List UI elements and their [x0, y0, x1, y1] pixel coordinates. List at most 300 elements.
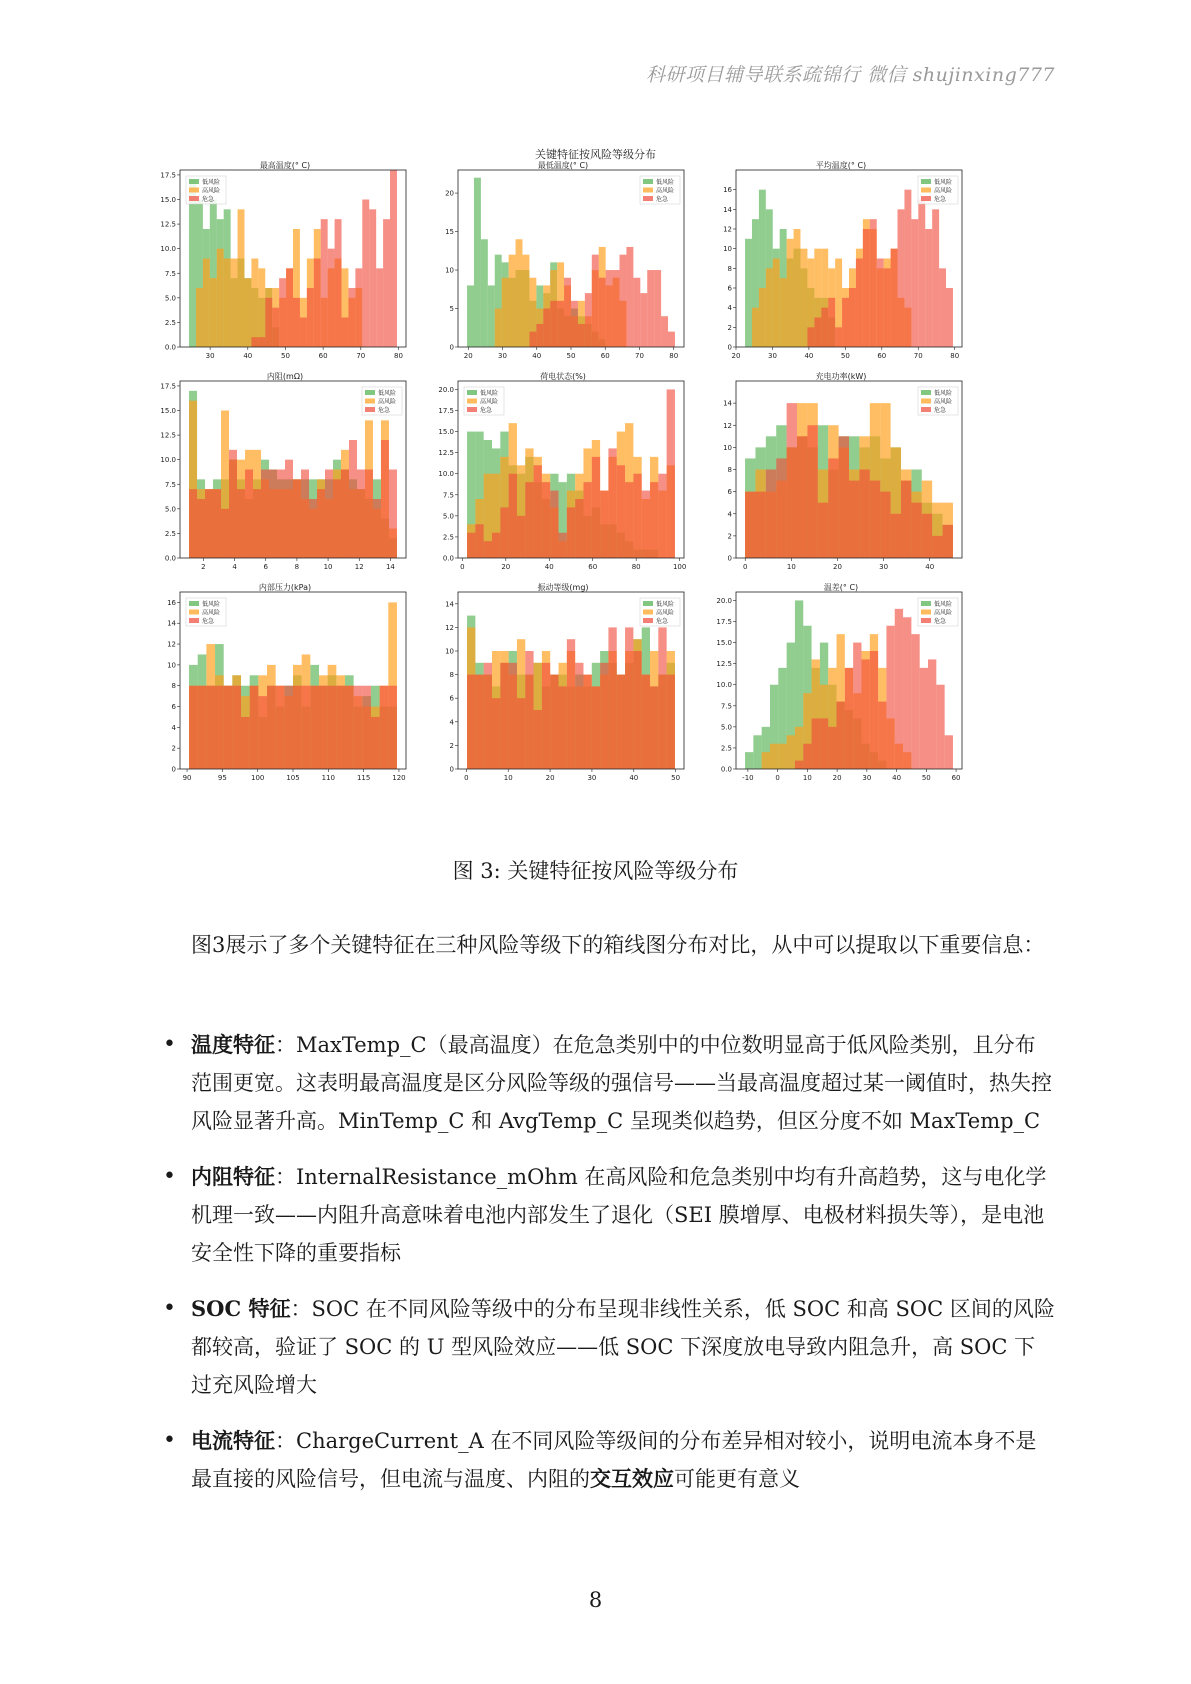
histogram-bar	[244, 278, 251, 347]
histogram-bar	[335, 219, 342, 347]
histogram-bar	[369, 209, 376, 347]
histogram-grid	[160, 160, 1040, 820]
x-tick-label: 50	[671, 774, 681, 782]
histogram-bar	[354, 686, 363, 769]
histogram-bar	[828, 458, 838, 558]
histogram-panel	[716, 161, 966, 360]
histogram-bar	[328, 249, 335, 347]
histogram-bar	[210, 278, 217, 347]
histogram-panel	[716, 372, 966, 571]
y-tick-label: 5	[449, 305, 454, 314]
x-tick-label: 90	[182, 774, 192, 782]
histogram-bar	[517, 516, 525, 558]
histogram-bar	[381, 440, 389, 558]
legend-label: 危急	[202, 196, 215, 203]
histogram-bar	[821, 308, 828, 347]
histogram-bar	[349, 440, 357, 558]
y-tick-label: 4	[727, 510, 732, 519]
x-tick-label: 120	[392, 774, 406, 782]
histogram-bar	[534, 465, 542, 558]
x-tick-label: 2	[201, 563, 206, 571]
x-tick-label: 105	[286, 774, 300, 782]
histogram-bar	[550, 675, 558, 769]
x-tick-label: 0	[742, 563, 748, 571]
histogram-bar	[870, 651, 878, 769]
histogram-bar	[861, 659, 869, 769]
histogram-bar	[362, 686, 371, 769]
histogram-bar	[647, 270, 654, 347]
y-tick-label: 12	[445, 623, 454, 632]
y-tick-label: 17.5	[160, 382, 176, 391]
histogram-bar	[807, 425, 817, 558]
histogram-bar	[845, 668, 853, 769]
histogram-panel	[160, 161, 410, 360]
legend	[640, 598, 680, 626]
histogram-bar	[475, 675, 483, 769]
legend	[918, 598, 958, 626]
y-tick-label: 0	[449, 343, 454, 352]
histogram-bar	[575, 663, 583, 769]
histogram-bar	[525, 482, 533, 558]
histogram-bar	[818, 503, 828, 558]
x-tick-label: 20	[501, 563, 511, 571]
histogram-bar	[333, 479, 341, 558]
histogram-bar	[293, 686, 302, 769]
histogram-bar	[253, 489, 261, 558]
histogram-bar	[820, 718, 828, 769]
y-tick-label: 2	[171, 744, 176, 753]
histogram-bar	[863, 229, 870, 347]
y-tick-label: 4	[171, 723, 176, 732]
histogram-bar	[543, 309, 550, 347]
x-tick-label: 40	[243, 352, 253, 360]
histogram-bar	[884, 268, 891, 347]
histogram-bar	[302, 686, 311, 769]
y-tick-label: 0	[449, 765, 454, 774]
panel-title: 内阻(mΩ)	[266, 372, 304, 381]
legend-swatch	[365, 390, 375, 395]
intro-paragraph: 图3展示了多个关键特征在三种风险等级下的箱线图分布对比，从中可以提取以下重要信息：	[191, 933, 1045, 957]
histogram-bar	[592, 457, 600, 558]
legend-label: 低风险	[378, 390, 397, 397]
histogram-bar	[258, 696, 267, 769]
histogram-bar	[839, 436, 849, 558]
histogram-chart	[160, 381, 410, 580]
y-tick-label: 0	[727, 343, 732, 352]
histogram-bar	[217, 249, 224, 347]
histogram-bar	[608, 448, 616, 558]
y-tick-label: 7.5	[164, 269, 176, 278]
histogram-bar	[484, 541, 492, 558]
y-tick-label: 14	[167, 619, 176, 628]
legend-swatch	[921, 407, 931, 412]
histogram-bar	[272, 308, 279, 347]
x-tick-label: 110	[321, 774, 335, 782]
legend-label: 高风险	[656, 609, 675, 617]
x-tick-label: 10	[323, 563, 333, 571]
legend-label: 低风险	[202, 601, 221, 608]
y-tick-label: 17.5	[438, 407, 454, 415]
y-tick-label: 15.0	[438, 428, 454, 437]
histogram-bar	[534, 710, 542, 769]
histogram-bar	[943, 525, 953, 558]
legend-label: 高风险	[934, 609, 953, 617]
legend-label: 低风险	[934, 179, 953, 186]
histogram-bar	[389, 470, 397, 559]
histogram-bar	[495, 309, 502, 347]
histogram-bar	[564, 278, 571, 347]
histogram-bar	[578, 324, 585, 347]
histogram-bar	[640, 293, 647, 347]
histogram-bar	[224, 259, 231, 348]
x-tick-label: 50	[281, 352, 290, 360]
y-tick-label: 16	[723, 186, 732, 195]
histogram-bar	[936, 685, 944, 769]
histogram-bar	[342, 318, 349, 348]
y-tick-label: 14	[445, 600, 454, 609]
histogram-bar	[755, 492, 765, 558]
bullet-emphasis: 交互效应	[590, 1466, 674, 1491]
y-tick-label: 10	[723, 443, 732, 452]
list-item	[143, 1158, 1055, 1272]
histogram-bar	[229, 450, 237, 558]
legend-label: 高风险	[378, 398, 397, 406]
y-tick-label: 15	[445, 228, 454, 237]
legend-label: 低风险	[934, 390, 953, 397]
legend	[186, 598, 226, 626]
y-tick-label: 17.5	[160, 171, 176, 180]
x-tick-label: 50	[921, 774, 931, 782]
y-tick-label: 2.5	[164, 318, 176, 327]
histogram-bar	[753, 735, 761, 769]
y-tick-label: 10	[167, 661, 176, 670]
histogram-chart	[716, 170, 966, 369]
panel-title: 温差(° C)	[823, 583, 859, 592]
y-tick-label: 15.0	[160, 196, 176, 204]
legend-swatch	[365, 399, 375, 404]
histogram-bar	[314, 259, 321, 348]
histogram-bar	[617, 675, 625, 769]
x-tick-label: -10	[742, 774, 754, 782]
page-number: 8	[588, 1588, 603, 1612]
x-tick-label: 0	[775, 774, 780, 782]
histogram-bar	[939, 268, 946, 347]
histogram-bar	[213, 489, 221, 558]
legend-label: 低风险	[202, 179, 221, 186]
y-tick-label: 7.5	[164, 480, 176, 489]
histogram-bar	[284, 686, 293, 769]
histogram-bar	[592, 255, 599, 347]
histogram-bar	[189, 180, 196, 347]
panel-title: 内部压力(kPa)	[258, 583, 312, 592]
y-tick-label: 17.5	[716, 618, 732, 626]
legend-label: 高风险	[934, 187, 953, 195]
x-tick-label: 30	[205, 352, 215, 360]
histogram-bar	[215, 686, 224, 769]
list-item	[143, 1290, 1055, 1404]
legend-label: 高风险	[202, 187, 221, 195]
legend-swatch	[643, 601, 653, 606]
bullet-text: ：InternalResistance_mOhm 在高风险和危急类别中均有升高趋势，这与电化学机理一致——内阻升高意味着电池内部发生了退化（SEI 膜增厚、电极材料损失等），是电池安全性下降的重要指标	[191, 1165, 1047, 1265]
list-item	[143, 1026, 1055, 1140]
y-tick-label: 4	[727, 304, 732, 313]
histogram-bar	[285, 460, 293, 558]
histogram-bar	[797, 436, 807, 558]
histogram-bar	[849, 481, 859, 558]
legend-label: 低风险	[934, 601, 953, 608]
histogram-panel	[438, 161, 688, 360]
histogram-bar	[559, 686, 567, 769]
bullet-heading: 电流特征	[191, 1428, 275, 1453]
histogram-bar	[475, 524, 483, 558]
histogram-bar	[600, 491, 608, 558]
histogram-bar	[542, 663, 550, 769]
panel-title: 平均温度(° C)	[815, 161, 867, 170]
y-tick-label: 12	[723, 225, 732, 234]
histogram-bar	[878, 702, 886, 769]
histogram-bar	[231, 259, 238, 348]
histogram-bar	[642, 675, 650, 769]
y-tick-label: 15.0	[716, 639, 732, 648]
histogram-chart	[438, 381, 688, 580]
bullet-heading: SOC 特征	[191, 1296, 291, 1321]
bullet-text: ：ChargeCurrent_A 在不同风险等级间的分布差异相对较小，说明电流本身不是最直接的风险信号，但电流与温度、内阻的	[191, 1429, 1037, 1491]
histogram-bar	[932, 536, 942, 558]
histogram-bar	[787, 239, 794, 347]
histogram-bar	[600, 663, 608, 769]
y-tick-label: 20.0	[716, 596, 732, 605]
histogram-bar	[800, 249, 807, 347]
histogram-bar	[258, 268, 265, 347]
histogram-bar	[365, 470, 373, 559]
histogram-bar	[241, 717, 250, 769]
histogram-bar	[203, 259, 210, 348]
y-tick-label: 2	[727, 323, 732, 332]
y-tick-label: 5.0	[720, 723, 732, 732]
histogram-bar	[787, 403, 797, 558]
legend-label: 危急	[378, 407, 391, 414]
y-tick-label: 6	[727, 284, 732, 293]
y-tick-label: 12	[723, 421, 732, 430]
histogram-bar	[383, 219, 390, 347]
panel-title: 充电功率(kW)	[815, 372, 867, 381]
histogram-bar	[293, 479, 301, 558]
histogram-bar	[189, 686, 198, 769]
histogram-chart	[160, 592, 410, 791]
histogram-bar	[319, 686, 328, 769]
histogram-panel	[160, 583, 410, 782]
y-tick-label: 0	[171, 765, 176, 774]
histogram-bar	[362, 200, 369, 348]
legend-swatch	[643, 618, 653, 623]
histogram-bar	[509, 255, 516, 347]
histogram-bar	[269, 470, 277, 559]
histogram-bar	[592, 686, 600, 769]
x-tick-label: 14	[385, 563, 395, 571]
x-tick-label: 100	[672, 563, 687, 571]
histogram-bar	[345, 686, 354, 769]
histogram-bar	[224, 686, 233, 769]
x-tick-label: 20	[833, 563, 842, 571]
histogram-bar	[481, 239, 488, 347]
y-tick-label: 0.0	[164, 343, 176, 352]
histogram-bar	[336, 686, 345, 769]
histogram-bar	[571, 301, 578, 347]
x-tick-label: 10	[786, 563, 796, 571]
histogram-panel	[716, 583, 966, 782]
histogram-bar	[251, 337, 258, 347]
histogram-bar	[745, 239, 752, 347]
histogram-bar	[502, 278, 509, 347]
histogram-bar	[812, 718, 820, 769]
y-tick-label: 0.0	[442, 554, 454, 563]
x-tick-label: 10	[503, 774, 513, 782]
histogram-bar	[886, 626, 894, 769]
histogram-bar	[911, 219, 918, 347]
histogram-bar	[474, 178, 481, 347]
histogram-bar	[492, 533, 500, 558]
histogram-bar	[583, 482, 591, 558]
legend-label: 危急	[480, 407, 493, 414]
legend-swatch	[189, 188, 199, 193]
legend-swatch	[921, 196, 931, 201]
y-tick-label: 2.5	[164, 529, 176, 538]
legend-label: 低风险	[480, 390, 499, 397]
x-tick-label: 20	[463, 352, 473, 360]
page-header: 科研项目辅导联系疏锦行 微信 shujinxing777	[646, 64, 1055, 86]
histogram-bar	[877, 259, 884, 348]
histogram-bar	[277, 470, 285, 559]
histogram-chart	[438, 592, 688, 791]
histogram-bar	[780, 278, 787, 347]
histogram-bar	[529, 332, 536, 347]
histogram-bar	[251, 259, 258, 348]
y-tick-label: 16	[167, 598, 176, 607]
histogram-bar	[516, 239, 523, 347]
y-tick-label: 20	[445, 189, 454, 198]
histogram-bar	[766, 268, 773, 347]
histogram-bar	[650, 686, 658, 769]
x-tick-label: 60	[877, 352, 887, 360]
histogram-chart	[716, 592, 966, 791]
histogram-bar	[536, 324, 543, 347]
x-tick-label: 70	[635, 352, 644, 360]
histogram-bar	[903, 617, 911, 769]
histogram-bar	[853, 643, 861, 769]
histogram-bar	[752, 308, 759, 347]
legend-swatch	[921, 399, 931, 404]
legend-label: 危急	[934, 196, 947, 203]
bullet-heading: 内阻特征	[191, 1164, 275, 1189]
histogram-bar	[557, 301, 564, 347]
histogram-bar	[880, 492, 890, 558]
findings-list	[143, 1026, 1055, 1516]
histogram-bar	[842, 298, 849, 347]
x-tick-label: 80	[669, 352, 679, 360]
legend	[918, 176, 958, 204]
histogram-bar	[307, 288, 314, 347]
histogram-bar	[261, 470, 269, 559]
y-tick-label: 12.5	[160, 431, 176, 440]
x-tick-label: 100	[251, 774, 265, 782]
histogram-bar	[642, 491, 650, 558]
legend-label: 危急	[656, 618, 669, 625]
legend-label: 高风险	[656, 187, 675, 195]
x-tick-label: 12	[354, 563, 364, 571]
y-tick-label: 10	[445, 647, 454, 656]
histogram-bar	[932, 209, 939, 347]
histogram-bar	[293, 298, 300, 347]
histogram-bar	[620, 255, 627, 347]
x-tick-label: 80	[394, 352, 403, 360]
histogram-bar	[770, 744, 778, 769]
bullet-text: ：MaxTemp_C（最高温度）在危急类别中的中位数明显高于低风险类别，且分布范围更宽。这表明最高温度是区分风险等级的强信号——当最高温度超过某一阈值时，热失控风险显著升高。MinTemp_C 和 AvgTemp_C 呈现类似趋势，但区分度不如 MaxTemp_C	[191, 1033, 1052, 1133]
histogram-bar	[567, 639, 575, 769]
histogram-bar	[559, 533, 567, 558]
histogram-bar	[390, 170, 397, 347]
x-tick-label: 40	[892, 774, 902, 782]
panel-title: 振动等级(mg)	[537, 583, 589, 592]
histogram-bar	[608, 627, 616, 769]
legend-label: 高风险	[480, 398, 499, 406]
histogram-bar	[745, 752, 753, 769]
x-tick-label: 40	[532, 352, 542, 360]
histogram-bar	[583, 675, 591, 769]
legend-swatch	[921, 179, 931, 184]
y-tick-label: 8	[171, 682, 176, 691]
y-tick-label: 6	[449, 694, 454, 703]
histogram-bar	[803, 744, 811, 769]
histogram-bar	[766, 470, 776, 559]
histogram-bar	[668, 332, 675, 347]
x-tick-label: 30	[767, 352, 777, 360]
histogram-bar	[341, 470, 349, 559]
histogram-bar	[258, 337, 265, 347]
x-tick-label: 80	[631, 563, 641, 571]
histogram-bar	[856, 259, 863, 348]
histogram-bar	[617, 465, 625, 558]
legend-swatch	[921, 618, 931, 623]
y-tick-label: 14	[723, 205, 732, 214]
histogram-bar	[517, 698, 525, 769]
legend-label: 危急	[202, 618, 215, 625]
histogram-bar	[633, 474, 641, 558]
histogram-bar	[870, 481, 880, 558]
histogram-bar	[380, 686, 389, 769]
histogram-panel	[438, 372, 688, 571]
histogram-bar	[849, 288, 856, 347]
y-tick-label: 2.5	[720, 744, 732, 753]
histogram-bar	[901, 481, 911, 558]
histogram-bar	[895, 609, 903, 769]
bullet-text: ：SOC 在不同风险等级中的分布呈现非线性关系，低 SOC 和高 SOC 区间的风险都较高，验证了 SOC 的 U 型风险效应——低 SOC 下深度放电导致内阻急升，高 SOC 下过充风险增大	[191, 1297, 1055, 1397]
histogram-panel	[160, 372, 410, 571]
legend-swatch	[643, 196, 653, 201]
histogram-bar	[859, 470, 869, 559]
histogram-bar	[542, 482, 550, 558]
histogram-bar	[317, 489, 325, 558]
histogram-bar	[837, 702, 845, 769]
histogram-bar	[567, 507, 575, 558]
histogram-bar	[355, 268, 362, 347]
histogram-bar	[585, 293, 592, 347]
histogram-bar	[773, 259, 780, 348]
legend-label: 低风险	[656, 179, 675, 186]
x-tick-label: 70	[356, 352, 366, 360]
histogram-bar	[276, 686, 285, 769]
histogram-bar	[828, 727, 836, 769]
histogram-bar	[376, 268, 383, 347]
